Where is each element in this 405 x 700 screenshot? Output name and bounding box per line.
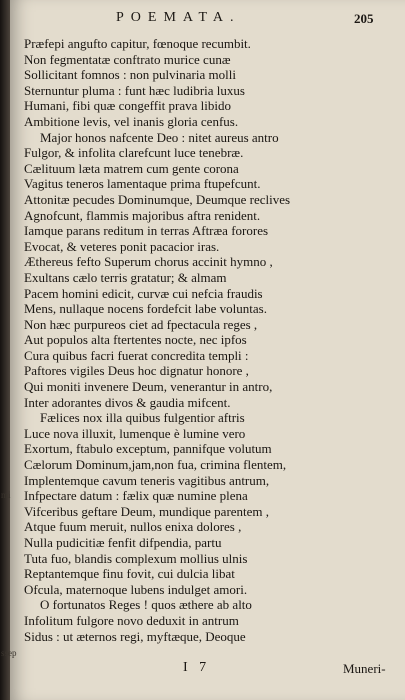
verse-line: Ofcula, maternoque lubens indulget amori. [24, 581, 248, 597]
page-footer [0, 660, 405, 680]
verse-line: Cælorum Dominum,jam,non fua, crimina flentem, [24, 457, 287, 473]
verse-line: Evocat, & veteres ponit pacacior iras. [24, 238, 220, 254]
verse-line: Sollicitant fomnos : non pulvinaria molli [24, 67, 236, 83]
verse-line: Fulgor, & infolita clarefcunt luce tenebræ. [24, 145, 244, 161]
verse-line: Cælituum læta matrem cum gente corona [24, 160, 239, 176]
verse-line: Fælices nox illa quibus fulgentior aftris [40, 410, 245, 426]
verse-line: Tuta fuo, blandis complexum mollius ulnis [24, 550, 248, 566]
verse-line: Exortum, ftabulo exceptum, pannifque volutum [24, 441, 272, 457]
verse-line: Qui moniti invenere Deum, venerantur in antro, [24, 379, 273, 395]
verse-line: Exultans cælo terris gratatur; & almam [24, 269, 227, 285]
verse-line: Reptantemque finu fovit, cui dulcia libat [24, 566, 235, 582]
verse-line: Mens, nullaque nocens fordefcit labe voluntas. [24, 301, 267, 317]
book-gutter [0, 0, 10, 700]
verse-line: Cura quibus facri fuerat concredita templi : [24, 347, 249, 363]
margin-note: ssep [1, 648, 17, 658]
verse-line: Sidus : ut æternos regi, myftæque, Deoque [24, 628, 246, 644]
verse-line: Nulla pudicitiæ fenfit difpendia, partu [24, 535, 222, 550]
verse-line: Vagitus teneros lamentaque prima ftupefcunt. [24, 176, 261, 192]
verse-line: Agnofcunt, flammis majoribus aftra renident. [24, 207, 261, 223]
verse-line: Vifceribus geftare Deum, mundique parentem , [24, 503, 270, 519]
verse-line: Atque fuum meruit, nullos enixa dolores , [24, 519, 242, 535]
verse-line: Attonitæ pecudes Dominumque, Deumque reclives [24, 191, 291, 207]
verse-line: Major honos nafcente Deo : nitet aureus antro [40, 129, 279, 145]
verse-line: Ambitione levis, vel inanis gloria cenfus. [24, 113, 239, 129]
margin-note: mi [1, 490, 11, 500]
verse-line: Implentemque cavum teneris vagitibus antrum, [24, 472, 270, 488]
verse-line: Iamque parans reditum in terras Aftræa forores [24, 223, 269, 239]
verse-line: Sternuntur pluma : funt hæc ludibria luxus [24, 82, 245, 98]
poem-text [24, 36, 392, 644]
page-header [0, 10, 405, 28]
verse-line: Præfepi angufto capitur, fœnoque recumbit. [24, 36, 251, 51]
verse-line: Inter adorantes divos & gaudia mifcent. [24, 394, 231, 410]
verse-line: Infpectare datum : fælix quæ numine plena [24, 488, 248, 504]
verse-line: Non hæc purpureos ciet ad fpectacula reges , [24, 316, 258, 332]
signature-mark: I 7 [183, 660, 211, 675]
verse-line: Non fegmentatæ conftrato murice cunæ [24, 51, 231, 67]
verse-line: Pacem homini edicit, curvæ cui nefcia fraudis [24, 285, 263, 301]
running-head: POEMATA. [116, 10, 241, 25]
verse-line: Luce nova illuxit, lumenque è lumine vero [24, 425, 246, 441]
verse-line: O fortunatos Reges ! quos æthere ab alto [40, 597, 252, 613]
catchword: Muneri- [343, 661, 386, 676]
verse-line: Aut populos alta ftertentes nocte, nec ipfos [24, 332, 247, 348]
page-number: 205 [354, 11, 374, 26]
verse-line: Infolitum fulgore novo deduxit in antrum [24, 612, 239, 628]
verse-line: Humani, fibi quæ congeffit prava libido [24, 98, 231, 114]
verse-line: Paftores vigiles Deus hoc dignatur honore , [24, 363, 249, 379]
verse-line: Æthereus fefto Superum chorus accinit hymno , [24, 254, 273, 270]
